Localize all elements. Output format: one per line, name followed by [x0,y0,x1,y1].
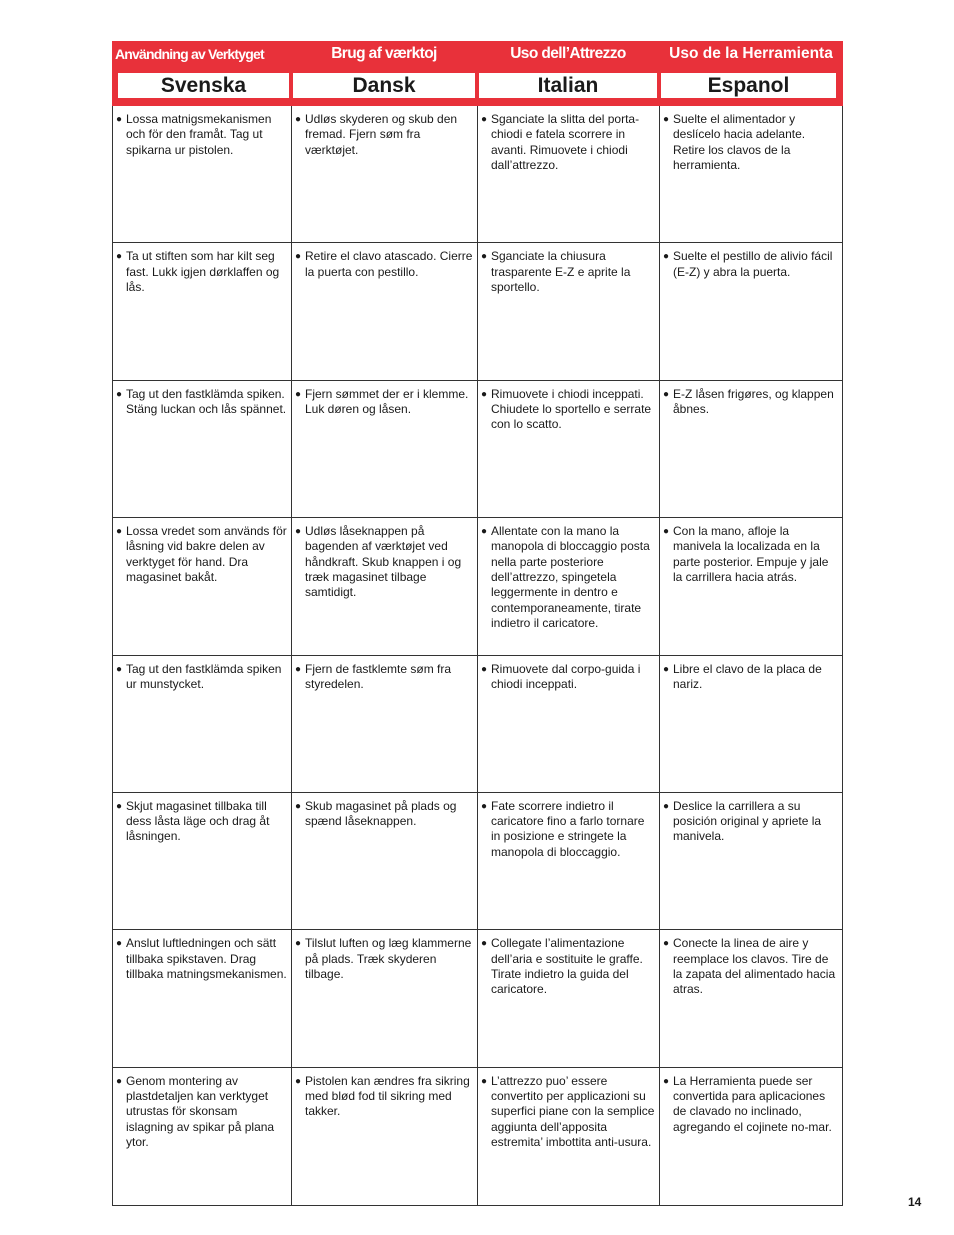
bullet-icon: ● [481,800,488,812]
bullet-icon: ● [663,114,670,125]
table-cell [113,381,292,518]
instruction-item [663,799,839,845]
table-cell [660,656,842,793]
instruction-item [295,524,474,600]
instruction-text: Ta ut stiften som har kilt seg fast. Lukk igjen dørklaffen og lås. [126,249,280,294]
instruction-text: Genom montering av plastdetaljen kan verktyget utrustas för skonsam islagning av spikar på plana ytor. [126,1073,275,1149]
instruction-text: Tag ut den fastklämda spiken ur munstycket. [126,661,282,691]
column-language: Svenska [118,73,289,98]
column-subtitle: Brug af værktoj [331,45,437,62]
table-cell [660,381,842,518]
header-column-svenska [112,41,291,106]
table-cell [478,930,660,1067]
instruction-text: Fate scorrere indietro il caricatore fino a farlo tornare in posizione e stringete la manopola di bloccaggio. [491,798,645,859]
bullet-icon: ● [295,526,302,538]
instruction-text: Fjern sømmet der er i klemme. Luk døren og låsen. [305,386,469,417]
instruction-text: Sganciate la slitta del porta-chiodi e fatela scorrere in avanti. Rimuovete i chiodi dall’attrezzo. [491,112,640,172]
table-cell [292,930,478,1067]
instruction-item [663,1074,839,1135]
bullet-icon: ● [116,388,123,400]
bullet-icon: ● [481,251,488,263]
instruction-item [295,799,474,830]
instruction-table [112,106,843,1206]
instruction-item [481,524,656,631]
instruction-item [481,387,656,433]
header-column-dansk [291,41,477,106]
table-cell [660,518,842,655]
bullet-icon: ● [663,1075,670,1087]
bullet-icon: ● [295,663,302,675]
column-subtitle: Uso de la Herramienta [669,45,833,62]
instruction-text: Tag ut den fastklämda spiken. Stäng luckan och lås spännet. [126,386,287,417]
table-cell [292,518,478,655]
table-cell [478,518,660,655]
instruction-item [481,249,656,295]
instruction-text: Skub magasinet på plads og spænd låseknappen. [305,798,457,829]
table-cell [478,656,660,793]
instruction-item [481,662,656,693]
instruction-text: Fjern de fastklemte søm fra styredelen. [305,661,452,691]
table-cell [478,381,660,518]
column-subtitle: Uso dell’Attrezzo [510,45,626,62]
instruction-text: L’attrezzo puo’ essere convertito per applicazioni su superfici piane con la semplice aggiunta dell’apposita estremita’ imbottita anti-usura. [491,1073,655,1149]
table-cell [113,1068,292,1205]
table-cell [292,381,478,518]
table-cell [478,106,660,243]
bullet-icon: ● [663,526,670,538]
bullet-icon: ● [116,114,123,125]
bullet-icon: ● [663,251,670,263]
instruction-item [295,936,474,982]
table-cell [113,930,292,1067]
bullet-icon: ● [481,388,488,400]
table-cell [478,243,660,380]
instruction-item [116,112,288,158]
table-cell [478,793,660,930]
instruction-text: Rimuovete i chiodi inceppati. Chiudete lo sportello e serrate con lo scatto. [491,386,652,432]
bullet-icon: ● [116,663,123,675]
instruction-item [663,249,839,280]
instruction-text: Suelte el alimentador y deslícelo hacia adelante. Retire los clavos de la herramienta. [673,112,806,172]
instruction-text: Tilslut luften og læg klammerne på plads. Træk skyderen tilbage. [305,936,472,981]
bullet-icon: ● [116,800,123,812]
instruction-item [116,1074,288,1150]
instruction-item [481,1074,656,1150]
instruction-text: Con la mano, afloje la manivela la localizada en la parte posterior. Empuje y jale la carrillera hacia atrás. [673,524,829,585]
column-subtitle: Användning av Verktyget [115,46,264,62]
instruction-item [116,249,288,295]
table-cell [113,518,292,655]
instruction-item [116,936,288,982]
column-language: Italian [479,73,657,98]
instruction-item [295,112,474,158]
instruction-item [116,662,288,693]
bullet-icon: ● [116,526,123,538]
table-cell [113,793,292,930]
bullet-icon: ● [663,938,670,950]
table-cell [660,106,842,243]
instruction-item [481,112,656,173]
instruction-text: Sganciate la chiusura trasparente E-Z e aprite la sportello. [491,249,631,294]
instruction-text: E-Z låsen frigøres, og klappen åbnes. [673,386,834,417]
table-cell [660,243,842,380]
bullet-icon: ● [481,526,488,538]
bullet-icon: ● [663,800,670,812]
table-cell [113,106,292,243]
bullet-icon: ● [116,938,123,950]
bullet-icon: ● [116,251,123,263]
instruction-text: Libre el clavo de la placa de nariz. [673,661,822,691]
instruction-text: Allentate con la mano la manopola di bloccaggio posta nella parte posteriore dell’attrezzo, spingetela leggermente in dentro e contemporaneamente, tirate indietro il caricatore. [491,524,650,630]
instruction-text: Lossa matnigsmekanismen och för den framåt. Tag ut spikarna ur pistolen. [126,112,272,157]
bullet-icon: ● [663,663,670,675]
instruction-item [663,524,839,585]
instruction-item [116,799,288,845]
instruction-item [663,112,839,173]
column-language: Espanol [661,73,836,98]
instruction-item [295,387,474,418]
bullet-icon: ● [295,251,302,263]
table-cell [292,1068,478,1205]
bullet-icon: ● [295,800,302,812]
bullet-icon: ● [481,663,488,675]
bullet-icon: ● [481,114,488,125]
instruction-text: Rimuovete dal corpo-guida i chiodi inceppati. [491,661,641,691]
instruction-item [295,662,474,693]
table-cell [113,243,292,380]
instruction-item [663,936,839,997]
bullet-icon: ● [295,114,302,125]
instruction-text: Pistolen kan ændres fra sikring med blød fod til sikring med takker. [305,1073,470,1119]
table-cell [292,793,478,930]
instruction-text: Anslut luftledningen och sätt tillbaka spikstaven. Drag tillbaka matningsmekanismen. [126,936,287,981]
instruction-text: Suelte el pestillo de alivio fácil (E-Z) y abra la puerta. [673,249,833,279]
bullet-icon: ● [481,938,488,950]
instruction-text: Udløs skyderen og skub den fremad. Fjern søm fra værktøjet. [305,112,458,157]
instruction-text: La Herramienta puede ser convertida para aplicaciones de clavado no inclinado, agregando el cojinete no-mar. [673,1073,832,1134]
instruction-item [295,1074,474,1120]
bullet-icon: ● [295,1075,302,1087]
table-cell [660,930,842,1067]
table-cell [660,793,842,930]
table-cell [113,656,292,793]
table-cell [292,106,478,243]
bullet-icon: ● [116,1075,123,1087]
instruction-text: Udløs låseknappen på bagenden af værktøjet ved håndkraft. Skub knappen i og træk magasinet tilbage samtidigt. [305,524,462,600]
bullet-icon: ● [295,388,302,400]
instruction-item [663,662,839,693]
instruction-text: Collegate l’alimentazione dell’aria e sostituite le graffe. Tirate indietro la guida del caricatore. [491,936,643,997]
instruction-text: Deslice la carrillera a su posición original y apriete la manivela. [673,798,822,844]
instruction-item [481,936,656,997]
table-cell [660,1068,842,1205]
header-column-espanol [659,41,843,106]
instruction-text: Retire el clavo atascado. Cierre la puerta con pestillo. [305,249,473,279]
table-cell [292,656,478,793]
bullet-icon: ● [295,938,302,950]
header-column-italian [477,41,659,106]
table-header [112,41,843,106]
instruction-item [116,387,288,418]
table-cell [478,1068,660,1205]
instruction-text: Lossa vredet som används för låsning vid bakre delen av verktyget för hand. Dra magasinet bakåt. [126,524,287,585]
page-number: 14 [908,1195,922,1209]
instruction-text: Skjut magasinet tillbaka till dess låsta läge och drag åt låsningen. [126,798,270,844]
bullet-icon: ● [663,388,670,400]
instruction-item [295,249,474,280]
table-cell [292,243,478,380]
instruction-item [116,524,288,585]
instruction-item [663,387,839,418]
column-language: Dansk [293,73,475,98]
bullet-icon: ● [481,1075,488,1087]
instruction-item [481,799,656,860]
instruction-text: Conecte la linea de aire y reemplace los clavos. Tire de la zapata del alimentado hacia atras. [673,936,836,997]
